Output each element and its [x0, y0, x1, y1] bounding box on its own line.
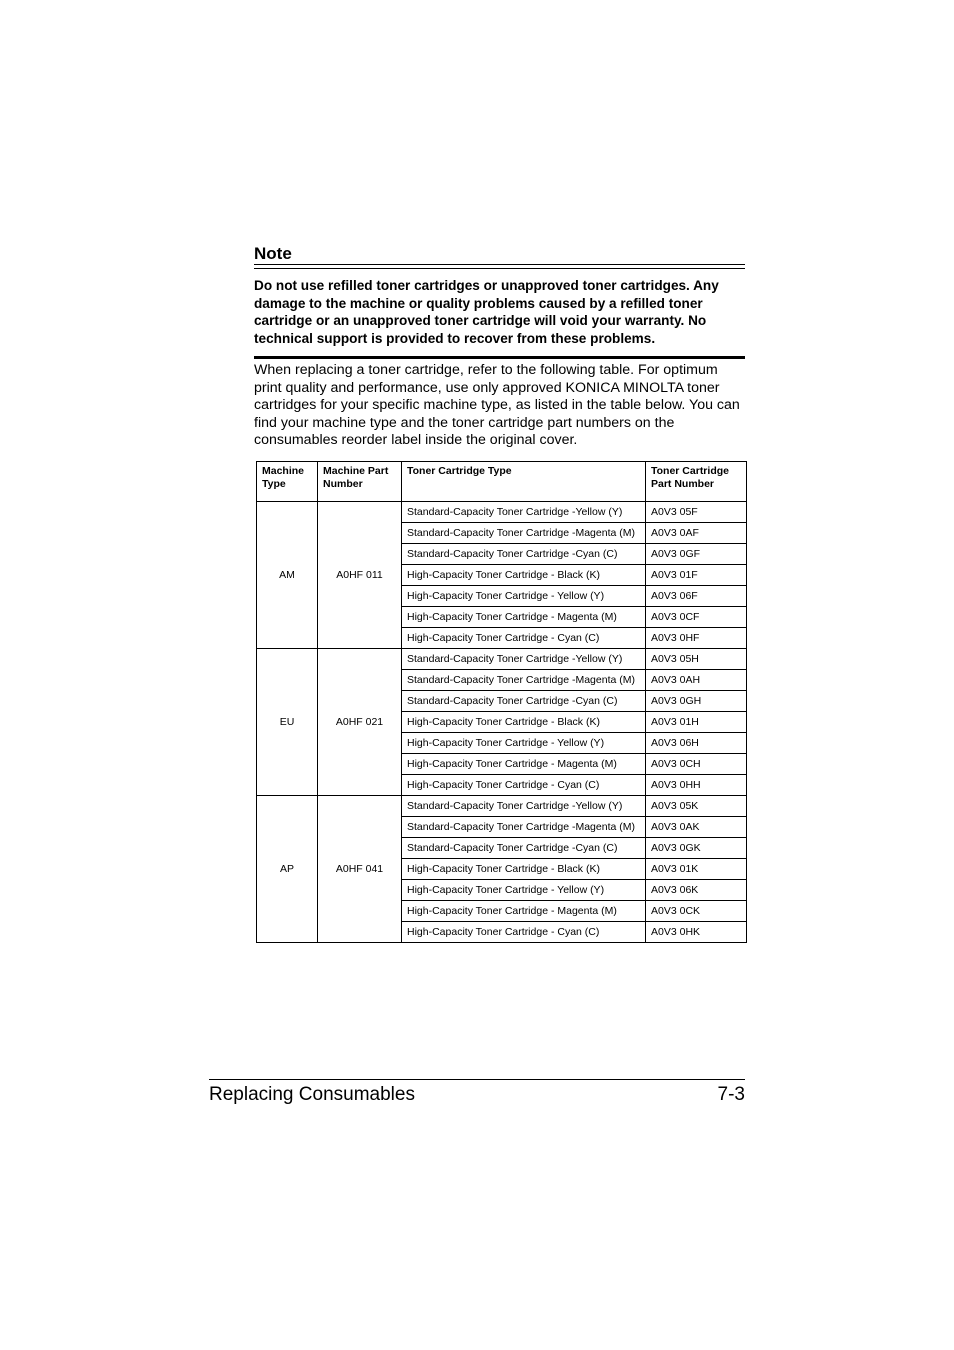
toner-part-number-cell: A0V3 0AF: [646, 523, 747, 544]
toner-part-number-cell: A0V3 06K: [646, 880, 747, 901]
table-row: [257, 649, 747, 670]
toner-type-cell: High-Capacity Toner Cartridge - Cyan (C): [402, 775, 646, 796]
intro-paragraph: When replacing a toner cartridge, refer to the following table. For optimum print quality and performance, use only approved KONICA MINOLTA toner cartridges for your specific machine type, as listed in the table below. You can find your machine type and the toner cartridge part numbers on the consumables reorder label inside the original cover.: [254, 362, 740, 449]
machine-type-cell: AM: [257, 502, 318, 649]
machine-type-cell: AP: [257, 796, 318, 943]
toner-part-number-cell: A0V3 0GH: [646, 691, 747, 712]
toner-type-cell: High-Capacity Toner Cartridge - Yellow (Y): [402, 880, 646, 901]
toner-part-number-cell: A0V3 0GK: [646, 838, 747, 859]
page-footer: [209, 1079, 745, 1106]
toner-type-cell: Standard-Capacity Toner Cartridge -Yellow (Y): [402, 649, 646, 670]
toner-type-cell: High-Capacity Toner Cartridge - Cyan (C): [402, 922, 646, 943]
machine-part-number-cell: A0HF 021: [318, 649, 402, 796]
note-divider: [254, 268, 745, 269]
header-toner-cartridge-type: Toner Cartridge Type: [402, 462, 646, 502]
toner-part-number-cell: A0V3 01H: [646, 712, 747, 733]
toner-type-cell: Standard-Capacity Toner Cartridge -Cyan (C): [402, 544, 646, 565]
machine-part-number-cell: A0HF 041: [318, 796, 402, 943]
toner-type-cell: High-Capacity Toner Cartridge - Yellow (Y): [402, 733, 646, 754]
toner-part-number-cell: A0V3 0GF: [646, 544, 747, 565]
machine-part-number-cell: A0HF 011: [318, 502, 402, 649]
table-body: [257, 502, 747, 943]
table-row: [257, 796, 747, 817]
toner-type-cell: High-Capacity Toner Cartridge - Black (K): [402, 712, 646, 733]
toner-part-number-cell: A0V3 0HF: [646, 628, 747, 649]
toner-type-cell: High-Capacity Toner Cartridge - Cyan (C): [402, 628, 646, 649]
toner-type-cell: High-Capacity Toner Cartridge - Magenta (M): [402, 754, 646, 775]
header-machine-type: Machine Type: [257, 462, 318, 502]
toner-type-cell: High-Capacity Toner Cartridge - Black (K): [402, 859, 646, 880]
toner-type-cell: Standard-Capacity Toner Cartridge -Cyan (C): [402, 838, 646, 859]
toner-part-number-cell: A0V3 0AK: [646, 817, 747, 838]
toner-type-cell: High-Capacity Toner Cartridge - Magenta (M): [402, 607, 646, 628]
table-row: [257, 502, 747, 523]
footer-page-number: 7-3: [717, 1084, 745, 1105]
toner-part-number-cell: A0V3 0CH: [646, 754, 747, 775]
header-machine-part-number: Machine Part Number: [318, 462, 402, 502]
toner-type-cell: High-Capacity Toner Cartridge - Magenta (M): [402, 901, 646, 922]
toner-part-number-cell: A0V3 0CF: [646, 607, 747, 628]
toner-part-number-cell: A0V3 01K: [646, 859, 747, 880]
note-title: Note: [254, 244, 745, 265]
toner-part-number-cell: A0V3 0HH: [646, 775, 747, 796]
toner-type-cell: Standard-Capacity Toner Cartridge -Yellow (Y): [402, 796, 646, 817]
note-section: [254, 244, 745, 359]
toner-cartridge-table: [256, 461, 747, 943]
toner-type-cell: Standard-Capacity Toner Cartridge -Cyan (C): [402, 691, 646, 712]
toner-part-number-cell: A0V3 01F: [646, 565, 747, 586]
toner-type-cell: Standard-Capacity Toner Cartridge -Magenta (M): [402, 817, 646, 838]
toner-part-number-cell: A0V3 0HK: [646, 922, 747, 943]
toner-part-number-cell: A0V3 06F: [646, 586, 747, 607]
toner-part-number-cell: A0V3 05F: [646, 502, 747, 523]
toner-part-number-cell: A0V3 05K: [646, 796, 747, 817]
toner-type-cell: Standard-Capacity Toner Cartridge -Magenta (M): [402, 523, 646, 544]
footer-section-title: Replacing Consumables: [209, 1084, 415, 1105]
toner-type-cell: High-Capacity Toner Cartridge - Black (K): [402, 565, 646, 586]
toner-type-cell: Standard-Capacity Toner Cartridge -Magenta (M): [402, 670, 646, 691]
toner-type-cell: Standard-Capacity Toner Cartridge -Yellow (Y): [402, 502, 646, 523]
note-bottom-rule: [254, 356, 745, 359]
table-header-row: [257, 462, 747, 502]
machine-type-cell: EU: [257, 649, 318, 796]
toner-type-cell: High-Capacity Toner Cartridge - Yellow (Y): [402, 586, 646, 607]
toner-part-number-cell: A0V3 06H: [646, 733, 747, 754]
note-text: Do not use refilled toner cartridges or unapproved toner cartridges. Any damage to the machine or quality problems caused by a refilled toner cartridge or an unapproved toner cartridge will void your warranty. No technical support is provided to recover from these problems.: [254, 278, 719, 346]
toner-part-number-cell: A0V3 0CK: [646, 901, 747, 922]
toner-part-number-cell: A0V3 0AH: [646, 670, 747, 691]
header-toner-part-number: Toner Cartridge Part Number: [646, 462, 747, 502]
toner-part-number-cell: A0V3 05H: [646, 649, 747, 670]
